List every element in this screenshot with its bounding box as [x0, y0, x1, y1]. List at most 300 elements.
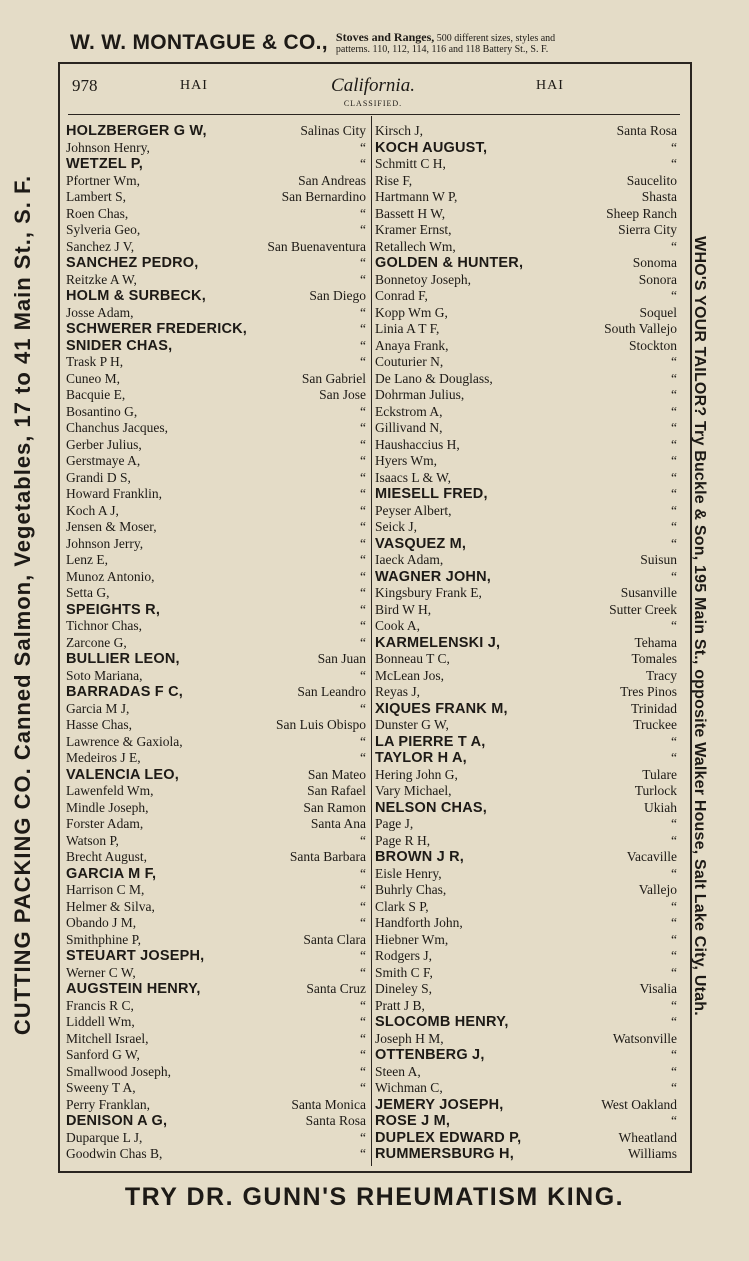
listing-entry [375, 173, 677, 190]
listing-name: McLean Jos, [375, 667, 444, 683]
listing-name: Hering John G, [375, 766, 458, 782]
listing-entry [66, 173, 366, 190]
listing-entry [375, 750, 677, 767]
listing-entry [66, 272, 366, 289]
ad-address: patterns. 110, 112, 114, 116 and 118 Battery St., S. F. [335, 43, 549, 55]
listing-entry [66, 387, 366, 404]
listing-place: “ [671, 354, 677, 369]
listing-place: “ [671, 568, 677, 584]
listing-place: “ [671, 618, 677, 633]
listing-entry [375, 915, 677, 932]
listing-place: “ [360, 618, 366, 633]
listing-name: Smith C F, [375, 964, 433, 980]
listing-place: “ [671, 733, 677, 749]
listing-entry [66, 1047, 366, 1064]
listing-entry [375, 998, 677, 1015]
listing-name: Retallech Wm, [375, 238, 456, 254]
listing-entry [66, 1146, 366, 1163]
listing-entry [66, 668, 366, 685]
listing-place: “ [671, 948, 677, 963]
listing-entry [375, 849, 677, 866]
listing-entry [66, 503, 366, 520]
listing-entry [375, 272, 677, 289]
listing-entry [375, 123, 677, 140]
listing-place: “ [671, 1063, 677, 1079]
listing-place: “ [360, 915, 366, 930]
listing-name: Cook A, [375, 618, 421, 633]
listing-entry [375, 965, 677, 982]
listing-entry [66, 321, 366, 338]
listing-name: KARMELENSKI J, [375, 634, 501, 651]
listing-place: Soquel [639, 304, 677, 320]
listing-place: “ [360, 568, 366, 584]
listing-entry [375, 585, 677, 602]
listing-entry [375, 1014, 677, 1031]
listing-place: “ [360, 271, 366, 287]
listing-entry [66, 932, 366, 949]
listing-name: Gerber Julius, [66, 436, 142, 452]
listing-name: BARRADAS F C, [66, 684, 183, 700]
listing-entry [66, 1014, 366, 1031]
advertiser-name: W. W. MONTAGUE & CO., [70, 31, 328, 54]
listing-place: “ [671, 1113, 677, 1128]
header-rule [68, 114, 680, 115]
listing-entry [375, 899, 677, 916]
listing-name: Liddell Wm, [66, 1014, 135, 1029]
right-listing-column [375, 123, 677, 1163]
listing-name: Cuneo M, [66, 370, 120, 386]
listing-name: Lawrence & Gaxiola, [66, 733, 183, 749]
listing-entry [375, 470, 677, 487]
listing-place: “ [360, 733, 366, 749]
listing-entry [66, 305, 366, 322]
left-listing-column [66, 123, 366, 1163]
listing-entry [66, 965, 366, 982]
listing-place: “ [671, 865, 677, 881]
page-number: 978 [72, 76, 98, 95]
listing-name: Sylveria Geo, [66, 222, 141, 237]
listing-entry [66, 1113, 366, 1130]
listing-entry [375, 948, 677, 965]
listing-place: Sheep Ranch [606, 205, 677, 221]
listing-name: Iaeck Adam, [375, 552, 444, 567]
listing-name: Trask P H, [66, 354, 124, 369]
listing-place: “ [360, 1063, 366, 1079]
listing-name: Lawenfeld Wm, [66, 783, 154, 798]
listing-place: “ [360, 519, 366, 534]
listing-place: “ [360, 700, 366, 716]
listing-entry [66, 866, 366, 883]
listing-name: Gillivand N, [375, 420, 443, 435]
listing-entry [375, 783, 677, 800]
listing-entry [66, 618, 366, 635]
listing-place: Stockton [628, 337, 677, 353]
listing-place: “ [360, 420, 366, 435]
listing-name: VALENCIA LEO, [66, 766, 179, 783]
listing-name: VASQUEZ M, [375, 535, 467, 552]
listing-entry [375, 684, 677, 701]
listing-place: Turlock [634, 783, 677, 798]
listing-place: “ [360, 469, 366, 485]
listing-name: Lenz E, [66, 552, 108, 567]
listing-place: “ [671, 486, 677, 501]
listing-entry [375, 635, 677, 652]
listing-name: Vary Michael, [375, 783, 452, 798]
listing-place: “ [360, 997, 366, 1013]
listing-name: Anaya Frank, [375, 337, 449, 353]
listing-name: Sweeny T A, [66, 1080, 136, 1095]
listing-name: Goodwin Chas B, [66, 1146, 163, 1161]
listing-entry [66, 1097, 366, 1114]
listing-place: “ [360, 156, 366, 171]
listing-name: WAGNER JOHN, [375, 568, 491, 585]
listing-name: Buhrly Chas, [375, 882, 447, 897]
listing-entry [66, 470, 366, 487]
listing-name: HOLM & SURBECK, [66, 288, 206, 304]
listing-place: Santa Rosa [616, 123, 677, 138]
listing-place: “ [671, 403, 677, 419]
listing-name: Haushaccius H, [375, 436, 460, 452]
listing-place: Tomales [631, 651, 677, 666]
listing-name: LA PIERRE T A, [375, 733, 486, 750]
listing-name: Hyers Wm, [375, 453, 437, 468]
listing-place: “ [360, 453, 366, 468]
listing-place: “ [671, 535, 677, 551]
listing-place: “ [360, 255, 366, 270]
listing-entry [375, 206, 677, 223]
listing-place: “ [360, 436, 366, 452]
listing-place: Wheatland [618, 1129, 677, 1145]
listing-place: Santa Barbara [289, 849, 366, 864]
listing-name: Kramer Ernst, [375, 222, 452, 237]
listing-place: Santa Monica [291, 1096, 366, 1112]
listing-entry [66, 585, 366, 602]
listing-entry [66, 800, 366, 817]
listing-place: “ [360, 948, 366, 963]
listing-name: Grandi D S, [66, 469, 131, 485]
left-margin-advertisement: CUTTING PACKING CO. Canned Salmon, Vegetables, 17 to 41 Main St., S. F. [10, 174, 35, 1036]
listing-entry [375, 519, 677, 536]
listing-entry [375, 816, 677, 833]
listing-name: Setta G, [66, 585, 110, 600]
listing-place: Santa Ana [310, 816, 366, 831]
listing-entry [375, 651, 677, 668]
listing-name: Couturier N, [375, 354, 444, 369]
listing-entry [375, 156, 677, 173]
listing-name: Josse Adam, [66, 304, 134, 320]
listing-name: Clark S P, [375, 898, 429, 914]
listing-entry [375, 503, 677, 520]
listing-entry [375, 1047, 677, 1064]
listing-entry [66, 519, 366, 536]
listing-entry [375, 602, 677, 619]
listing-entry [375, 1097, 677, 1114]
listing-entry [375, 1031, 677, 1048]
listing-place: San Luis Obispo [275, 717, 366, 732]
listing-name: Francis R C, [66, 997, 134, 1013]
listing-place: San Juan [317, 651, 366, 666]
listing-entry [66, 453, 366, 470]
listing-place: “ [671, 816, 677, 831]
listing-place: “ [360, 898, 366, 914]
listing-place: “ [671, 931, 677, 947]
listing-place: Truckee [633, 717, 677, 732]
listing-name: GOLDEN & HUNTER, [375, 255, 524, 271]
listing-name: Hasse Chas, [66, 717, 132, 732]
listing-name: Medeiros J E, [66, 750, 141, 765]
listing-name: Mitchell Israel, [66, 1030, 149, 1046]
listing-entry [375, 255, 677, 272]
top-advertisement [70, 26, 690, 60]
listing-place: “ [360, 502, 366, 518]
listing-name: KOCH AUGUST, [375, 139, 488, 156]
listing-entry [66, 404, 366, 421]
listing-name: Rise F, [375, 172, 413, 188]
listing-place: San Andreas [298, 172, 366, 188]
ad-details: 500 different sizes, styles and [436, 32, 556, 44]
listing-place: Tracy [645, 667, 677, 683]
listing-place: “ [360, 1047, 366, 1062]
listing-name: SANCHEZ PEDRO, [66, 255, 199, 271]
listing-entry [375, 404, 677, 421]
listing-name: NELSON CHAS, [375, 799, 487, 816]
listing-place: “ [671, 750, 677, 765]
listing-entry [375, 866, 677, 883]
listing-place: Santa Rosa [305, 1113, 366, 1128]
listing-place: San Buenaventura [267, 238, 366, 254]
listing-entry [375, 882, 677, 899]
listing-name: Wichman C, [375, 1080, 443, 1095]
listing-place: Saucelito [626, 172, 677, 188]
listing-name: Joseph H M, [375, 1030, 444, 1046]
listing-place: Tres Pinos [620, 684, 677, 699]
listing-entry [375, 536, 677, 553]
listing-name: Smithphine P, [66, 931, 142, 947]
listing-entry [66, 123, 366, 140]
listing-entry [66, 651, 366, 668]
listing-name: OTTENBERG J, [375, 1047, 485, 1063]
listing-place: “ [671, 156, 677, 171]
listing-place: “ [671, 502, 677, 518]
listing-name: STEUART JOSEPH, [66, 948, 205, 964]
ad-headline: Stoves and Ranges, [335, 29, 435, 44]
listing-name: ROSE J M, [375, 1113, 451, 1129]
section-title: California. [331, 75, 415, 96]
listing-place: Susanville [620, 585, 677, 600]
listing-entry [66, 1031, 366, 1048]
listing-name: Eckstrom A, [375, 403, 443, 419]
listing-entry [375, 305, 677, 322]
listing-place: “ [360, 601, 366, 617]
listing-entry [375, 371, 677, 388]
listing-place: San Rafael [307, 783, 366, 798]
listing-name: Reyas J, [375, 684, 420, 699]
listing-entry [375, 668, 677, 685]
listing-entry [66, 701, 366, 718]
listing-entry [66, 915, 366, 932]
listing-place: “ [360, 964, 366, 980]
listing-name: JEMERY JOSEPH, [375, 1096, 504, 1113]
listing-name: Dunster G W, [375, 717, 449, 732]
listing-place: San Leandro [297, 684, 366, 699]
listing-place: “ [360, 222, 366, 237]
listing-name: Bonnetoy Joseph, [375, 271, 471, 287]
listing-entry [66, 288, 366, 305]
listing-place: “ [360, 535, 366, 551]
listing-name: De Lano & Douglass, [375, 370, 493, 386]
listing-place: “ [360, 337, 366, 353]
listing-name: Bassett H W, [375, 205, 446, 221]
listing-entry [375, 1064, 677, 1081]
listing-place: Salinas City [300, 123, 366, 138]
listing-name: Reitzke A W, [66, 271, 137, 287]
listing-place: “ [360, 750, 366, 765]
listing-name: Rodgers J, [375, 948, 432, 963]
listing-name: Linia A T F, [375, 321, 440, 336]
listing-entry [66, 750, 366, 767]
listing-place: Sonora [638, 271, 677, 287]
listing-name: Dohrman Julius, [375, 387, 465, 402]
listing-name: Helmer & Silva, [66, 898, 155, 914]
listing-name: Gerstmaye A, [66, 453, 141, 468]
listing-name: RUMMERSBURG H, [375, 1146, 514, 1162]
listing-place: Vacaville [626, 849, 677, 864]
listing-place: “ [360, 832, 366, 848]
listing-entry [66, 783, 366, 800]
listing-entry [66, 833, 366, 850]
listing-entry [375, 1146, 677, 1163]
listing-name: Howard Franklin, [66, 486, 162, 501]
listing-entry [66, 734, 366, 751]
listing-entry [375, 486, 677, 503]
listing-name: Bacquie E, [66, 387, 126, 402]
listing-name: Steen A, [375, 1063, 421, 1079]
listing-entry [66, 140, 366, 157]
listing-place: “ [360, 1030, 366, 1046]
listing-entry [66, 222, 366, 239]
listing-place: San Bernardino [281, 189, 366, 204]
listing-entry [66, 552, 366, 569]
listing-entry [375, 354, 677, 371]
listing-name: BULLIER LEON, [66, 651, 180, 667]
listing-entry [375, 717, 677, 734]
listing-entry [66, 849, 366, 866]
listing-place: “ [671, 1047, 677, 1062]
listing-entry [375, 189, 677, 206]
listing-name: BROWN J R, [375, 849, 464, 865]
listing-place: “ [360, 403, 366, 419]
listing-place: Trinidad [630, 700, 677, 716]
listing-name: Johnson Henry, [66, 139, 150, 155]
listing-name: Hartmann W P, [375, 189, 458, 204]
listing-place: “ [671, 387, 677, 402]
listing-name: Bosantino G, [66, 403, 138, 419]
listing-place: “ [360, 304, 366, 320]
listing-entry [375, 222, 677, 239]
column-divider [371, 116, 372, 1166]
listing-place: “ [671, 139, 677, 155]
listing-name: SLOCOMB HENRY, [375, 1014, 509, 1030]
listing-entry [66, 767, 366, 784]
section-subtitle: CLASSIFIED. [343, 99, 403, 108]
listing-place: Sierra City [618, 222, 677, 237]
listing-entry [375, 1080, 677, 1097]
listing-name: Roen Chas, [66, 205, 129, 221]
listing-entry [66, 981, 366, 998]
listing-place: “ [360, 1129, 366, 1145]
listing-entry [66, 948, 366, 965]
listing-name: Kopp Wm G, [375, 304, 448, 320]
listing-name: Tichnor Chas, [66, 618, 143, 633]
listing-place: Sonoma [632, 255, 677, 270]
listing-name: TAYLOR H A, [375, 750, 467, 766]
listing-place: “ [671, 964, 677, 980]
listing-entry [66, 602, 366, 619]
listing-name: Munoz Antonio, [66, 568, 155, 584]
listing-name: SPEIGHTS R, [66, 601, 161, 618]
listing-place: “ [360, 552, 366, 567]
listing-name: Hiebner Wm, [375, 931, 449, 947]
listing-name: Forster Adam, [66, 816, 144, 831]
listing-name: SNIDER CHAS, [66, 337, 173, 354]
listing-name: Soto Mariana, [66, 667, 143, 683]
listing-entry [66, 536, 366, 553]
listing-entry [375, 932, 677, 949]
listing-place: Shasta [641, 189, 677, 204]
listing-place: San Jose [319, 387, 366, 402]
listing-entry [66, 882, 366, 899]
listing-place: “ [671, 997, 677, 1013]
running-header [58, 72, 688, 112]
listing-place: South Vallejo [604, 321, 677, 336]
listing-entry [66, 189, 366, 206]
listing-entry [375, 981, 677, 998]
listing-name: SCHWERER FREDERICK, [66, 321, 248, 337]
listing-place: “ [671, 436, 677, 452]
listing-entry [375, 437, 677, 454]
listing-name: Harrison C M, [66, 882, 145, 897]
listing-place: Sutter Creek [609, 601, 677, 617]
listing-name: Pfortner Wm, [66, 172, 140, 188]
listing-entry [375, 288, 677, 305]
listing-place: “ [671, 1080, 677, 1095]
listing-place: “ [671, 453, 677, 468]
listing-name: Zarcone G, [66, 634, 127, 650]
listing-place: “ [360, 634, 366, 650]
advertisement-text [335, 29, 556, 55]
listing-place: “ [360, 321, 366, 336]
listing-entry [66, 354, 366, 371]
listing-name: Pratt J B, [375, 997, 425, 1013]
listing-name: Mindle Joseph, [66, 799, 149, 815]
listing-place: Ukiah [644, 799, 677, 815]
listing-entry [66, 899, 366, 916]
listing-entry [375, 239, 677, 256]
listing-place: “ [671, 1014, 677, 1029]
listing-name: Duparque L J, [66, 1129, 143, 1145]
listing-place: “ [360, 1080, 366, 1095]
listing-place: “ [360, 354, 366, 369]
listing-place: San Diego [309, 288, 366, 303]
listing-name: Seick J, [375, 519, 417, 534]
listing-place: “ [671, 898, 677, 914]
listing-place: “ [360, 1146, 366, 1161]
listing-name: Koch A J, [66, 502, 119, 518]
listing-name: Sanford G W, [66, 1047, 140, 1062]
listing-entry [66, 486, 366, 503]
listing-place: “ [360, 882, 366, 897]
listing-entry [375, 800, 677, 817]
